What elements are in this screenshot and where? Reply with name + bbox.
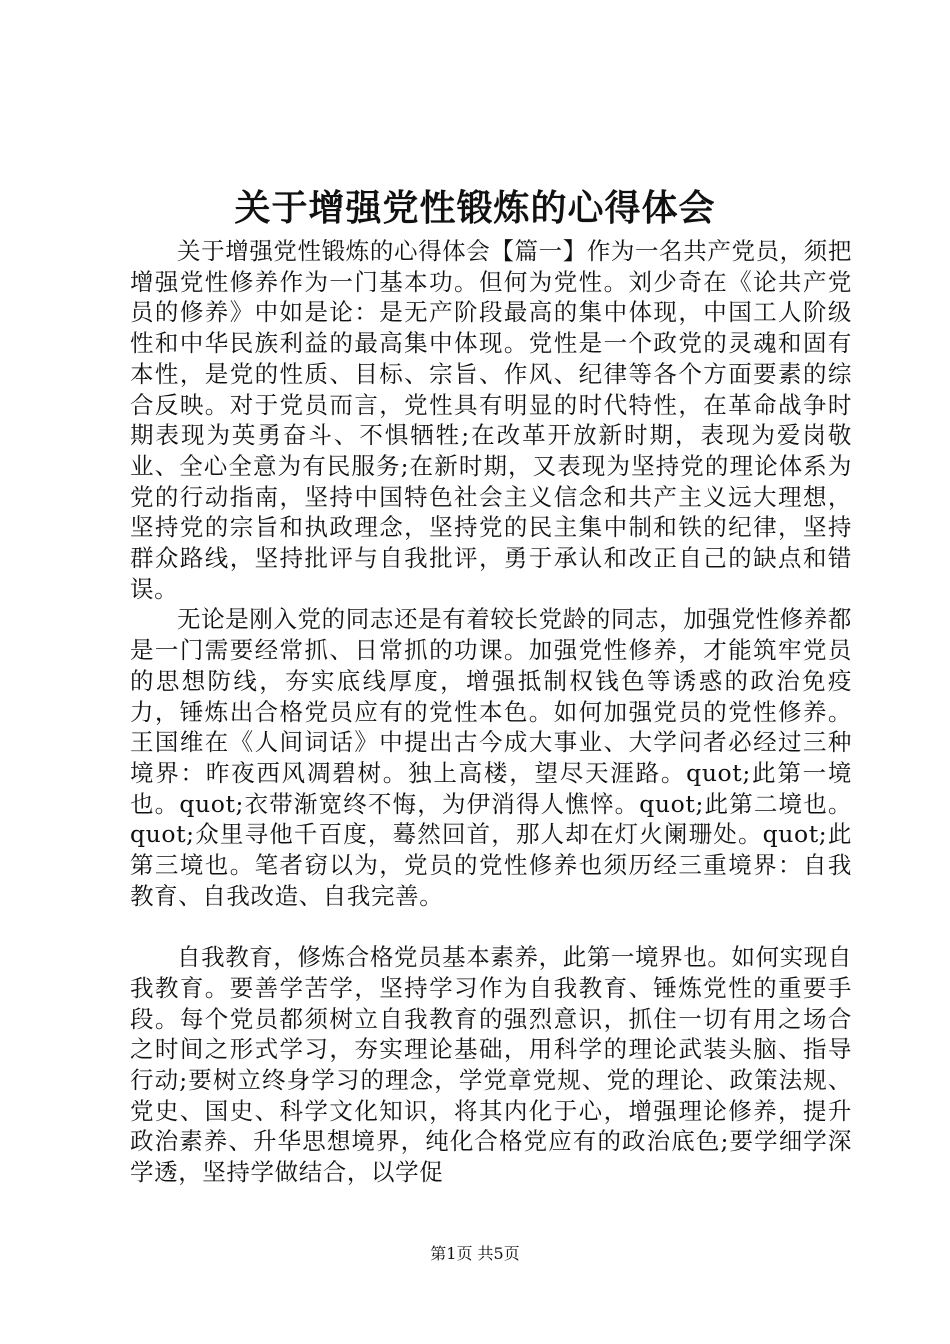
document-body — [130, 236, 852, 1188]
page-number: 第1页 共5页 — [430, 1244, 520, 1263]
document-title: 关于增强党性锻炼的心得体会 — [234, 187, 716, 229]
paragraph-3: 自我教育，修炼合格党员基本素养，此第一境界也。如何实现自我教育。要善学苦学，坚持学习作为自我教育、锤炼党性的重要手段。每个党员都须树立自我教育的强烈意识，抓住一切有用之场合之时间之形式学习，夯实理论基础，用科学的理论武装头脑、指导行动;要树立终身学习的理念，学党章党规、党的理论、政策法规、党史、国史、科学文化知识，将其内化于心，增强理论修养，提升政治素养、升华思想境界，纯化合格党应有的政治底色;要学细学深学透，坚持学做结合，以学促 — [130, 943, 852, 1187]
paragraph-1: 关于增强党性锻炼的心得体会【篇一】作为一名共产党员，须把增强党性修养作为一门基本功。但何为党性。刘少奇在《论共产党员的修养》中如是论：是无产阶段最高的集中体现，中国工人阶级性和中华民族利益的最高集中体现。党性是一个政党的灵魂和固有本性，是党的性质、目标、宗旨、作风、纪律等各个方面要素的综合反映。对于党员而言，党性具有明显的时代特性，在革命战争时期表现为英勇奋斗、不惧牺牲;在改革开放新时期，表现为爱岗敬业、全心全意为有民服务;在新时期，又表现为坚持党的理论体系为党的行动指南，坚持中国特色社会主义信念和共产主义远大理想，坚持党的宗旨和执政理念，坚持党的民主集中制和铁的纪律，坚持群众路线，坚持批评与自我批评，勇于承认和改正自己的缺点和错误。 — [130, 237, 852, 603]
paragraph-2: 无论是刚入党的同志还是有着较长党龄的同志，加强党性修养都是一门需要经常抓、日常抓的功课。加强党性修养，才能筑牢党员的思想防线，夯实底线厚度，增强抵制权钱色等诱惑的政治免疫力，锤炼出合格党员应有的党性本色。如何加强党员的党性修养。王国维在《人间词话》中提出古今成大事业、大学问者必经过三种境界：昨夜西风凋碧树。独上高楼，望尽天涯路。quot;此第一境也。quot;衣带渐宽终不悔，为伊消得人憔悴。quot;此第二境也。quot;众里寻他千百度，蓦然回首，那人却在灯火阑珊处。quot;此第三境也。笔者窃以为，党员的党性修养也须历经三重境界：自我教育、自我改造、自我完善。 — [130, 605, 852, 910]
